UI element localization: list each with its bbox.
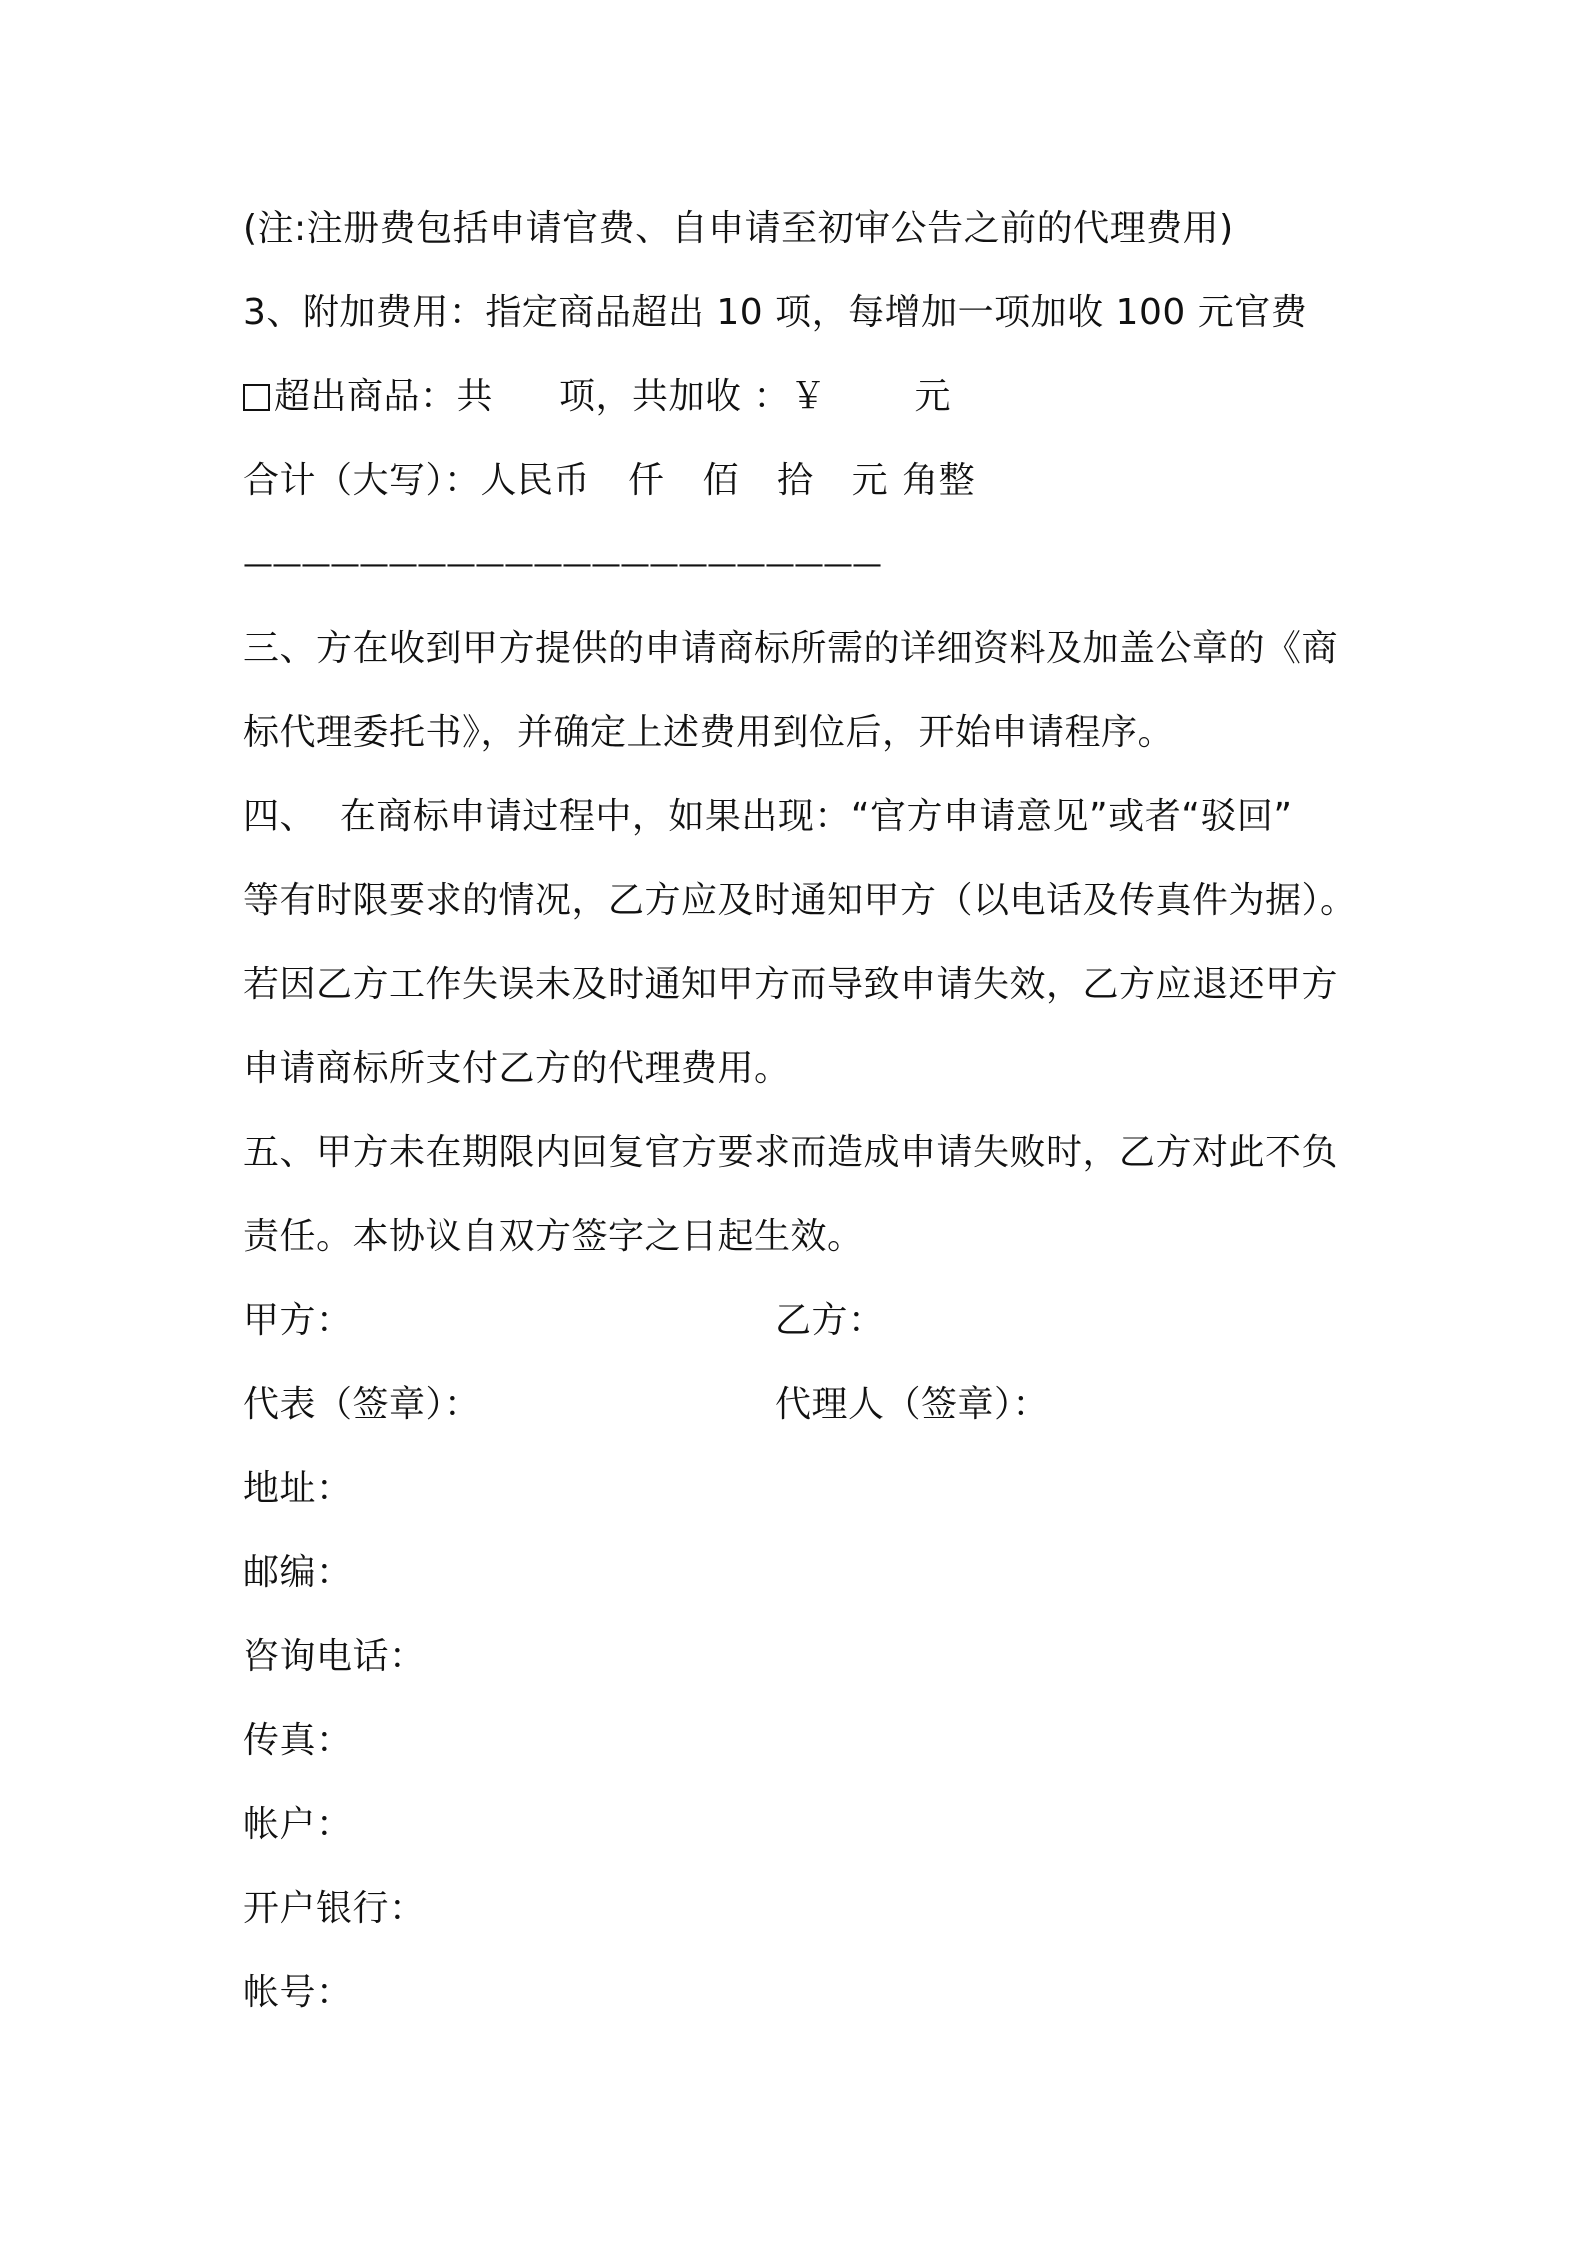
total-yuan: 元 (851, 460, 889, 501)
bank-label: 开户银行： (243, 1888, 426, 1929)
clause-5-line-1: 五、甲方未在期限内回复官方要求而造成申请失败时，乙方对此不负 (243, 1132, 1339, 1173)
phone-label: 咨询电话： (243, 1636, 426, 1677)
clause-4-line-1: 四、 在商标申请过程中，如果出现：“官方申请意见”或者“驳回” (243, 796, 1293, 837)
total-label: 合计（大写）：人民币 (243, 460, 591, 501)
account-number-label: 帐号： (243, 1972, 353, 2013)
fee-note: (注:注册费包括申请官费、自申请至初审公告之前的代理费用) (243, 208, 1234, 249)
extra-goods-checkbox[interactable] (243, 384, 270, 411)
party-a-label: 甲方： (243, 1300, 353, 1341)
extra-goods-line (243, 373, 951, 421)
item-3-additional-fee: 3、附加费用：指定商品超出 10 项，每增加一项加收 100 元官费 (243, 292, 1308, 333)
party-b-label: 乙方： (775, 1300, 885, 1341)
total-jiao: 角整 (902, 460, 976, 501)
clause-3-line-2: 标代理委托书》，并确定上述费用到位后，开始申请程序。 (243, 712, 1175, 753)
representative-label: 代表（签章）： (243, 1384, 481, 1425)
total-qian: 仟 (628, 460, 665, 501)
clause-4-line-2: 等有时限要求的情况，乙方应及时通知甲方（以电话及传真件为据）。 (243, 880, 1357, 921)
extra-goods-label: 超出商品：共 (274, 376, 494, 417)
total-amount-line (243, 457, 975, 505)
clause-3-line-1: 三、方在收到甲方提供的申请商标所需的详细资料及加盖公章的《商 (243, 628, 1339, 669)
account-name-label: 帐户： (243, 1804, 353, 1845)
clause-4-line-3: 若因乙方工作失误未及时通知甲方而导致申请失效，乙方应退还甲方 (243, 964, 1339, 1005)
postcode-label: 邮编： (243, 1552, 353, 1593)
total-bai: 佰 (702, 460, 740, 501)
signature-rule: —————————————————————— (243, 547, 881, 582)
fax-label: 传真： (243, 1720, 353, 1761)
address-label: 地址： (243, 1468, 353, 1509)
extra-fee-label: 项，共加收 ：￥ (559, 376, 827, 417)
clause-4-line-4: 申请商标所支付乙方的代理费用。 (243, 1048, 791, 1089)
extra-fee-unit: 元 (914, 376, 951, 417)
clause-5-line-2: 责任。本协议自双方签字之日起生效。 (243, 1216, 864, 1257)
agent-label: 代理人（签章）： (775, 1384, 1050, 1425)
total-shi: 拾 (777, 460, 814, 501)
